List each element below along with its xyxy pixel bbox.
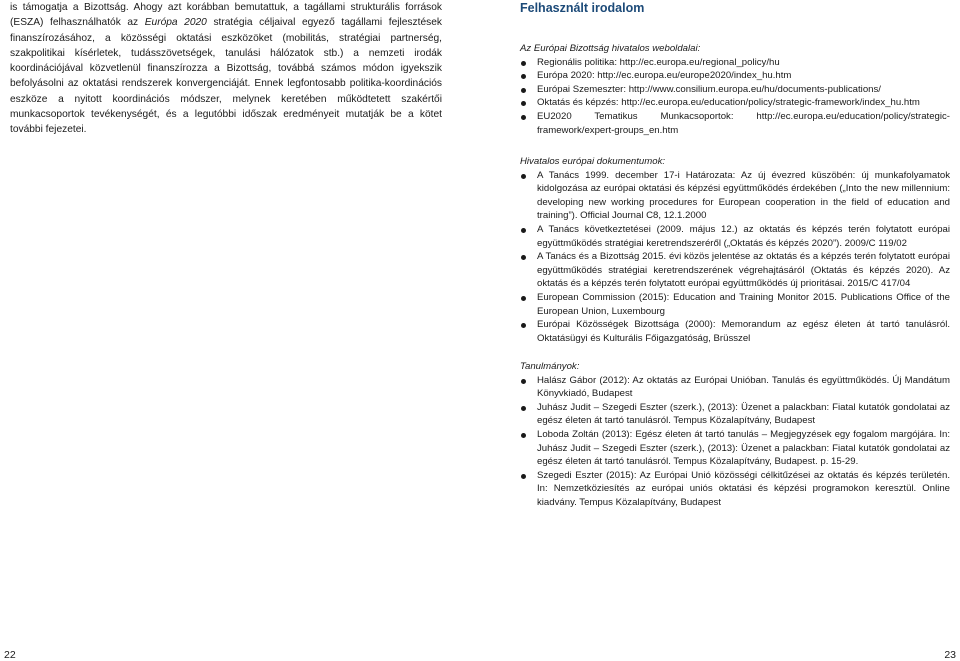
reference-item: Európa 2020: http://ec.europa.eu/europe2020/index_hu.htm xyxy=(520,69,950,83)
reference-item: EU2020 Tematikus Munkacsoportok: http://ec.europa.eu/education/policy/strategic-framework/expert-groups_en.htm xyxy=(520,110,950,137)
documents-block xyxy=(520,155,950,345)
websites-block xyxy=(520,42,950,137)
documents-heading: Hivatalos európai dokumentumok: xyxy=(520,156,666,167)
reference-item: Regionális politika: http://ec.europa.eu/regional_policy/hu xyxy=(520,56,950,70)
section-title: Felhasznált irodalom xyxy=(520,1,645,15)
reference-item: Európai Közösségek Bizottsága (2000): Memorandum az egész életen át tartó tanulásról. Oktatásügyi és Kulturális Főigazgatóság, Brüsszel xyxy=(520,318,950,345)
websites-heading: Az Európai Bizottság hivatalos weboldalai: xyxy=(520,43,701,54)
page-number-right: 23 xyxy=(944,649,956,661)
reference-item: A Tanács 1999. december 17-i Határozata: Az új évezred küszöbén: új munkafolyamatok kidolgozása az európai oktatási és képzési együttműködés érdekében („Into the new millennium: developing new working procedures for European cooperation in the field of education and training”). Official Journal C8, 12.1.2000 xyxy=(520,169,950,223)
body-paragraph xyxy=(10,0,442,138)
reference-item: A Tanács következtetései (2009. május 12.) az oktatás és képzés terén folytatott európai együttműködés stratégiai keretrendszeréről („Oktatás és képzés 2020”). 2009/C 119/02 xyxy=(520,223,950,250)
documents-list xyxy=(520,169,950,346)
reference-item: Oktatás és képzés: http://ec.europa.eu/education/policy/strategic-framework/index_hu.htm xyxy=(520,96,950,110)
studies-list xyxy=(520,374,950,510)
reference-item: A Tanács és a Bizottság 2015. évi közös jelentése az oktatás és a képzés terén folytatott európai együttműködés stratégiai keretrendszerének végrehajtásáról (Oktatás és képzés 2020). Az oktatás és a képzés terén folytatott európai együttműködés új prioritásai. 2015/C 417/04 xyxy=(520,250,950,291)
reference-item: Európai Szemeszter: http://www.consilium.europa.eu/hu/documents-publications/ xyxy=(520,83,950,97)
reference-item: European Commission (2015): Education and Training Monitor 2015. Publications Office of the European Union, Luxembourg xyxy=(520,291,950,318)
reference-item: Halász Gábor (2012): Az oktatás az Európai Unióban. Tanulás és együttműködés. Új Mandátum Könyvkiadó, Budapest xyxy=(520,374,950,401)
left-column xyxy=(10,0,442,138)
reference-item: Szegedi Eszter (2015): Az Európai Unió közösségi célkitűzései az oktatás és képzés területén. In: Nemzetköziesítés az európai uniós oktatási és képzési programokon keresztül. Online kiadvány. Tempus Közalapítvány, Budapest xyxy=(520,469,950,510)
reference-item: Loboda Zoltán (2013): Egész életen át tartó tanulás – Megjegyzések egy fogalom margójára. In: Juhász Judit – Szegedi Eszter (szerk.), (2013): Üzenet a palackban: Fiatal kutatók gondolatai az egész életen át tartó tanulásról. Tempus Közalapítvány, Budapest. p. 15-29. xyxy=(520,428,950,469)
reference-item: Juhász Judit – Szegedi Eszter (szerk.), (2013): Üzenet a palackban: Fiatal kutatók gondolatai az egész életen át tartó tanulásról. Tempus Közalapítvány, Budapest xyxy=(520,401,950,428)
paragraph-text-2: stratégia céljaival egyező tagállami fejlesztések finanszírozásához, a közösségi oktatási eszközöket (mobilitás, stratégiai partnerség, szakpolitikai kísérletek, tudásszövetségek, tanulási hálózatok stb.) a nemzeti irodák koordinációjával közvetlenül finanszírozza a Bizottság, továbbá számos módon igyekszik befolyásolni az oktatási rendszerek konvergenciáját. Ennek legfontosabb politika-koordinációs eszköze a nyitott koordinációs módszer, melynek keretében működtetett szakértői munkacsoportok tevékenységét, és a legutóbbi időszak eredményeit mutatják be a kötet további fejezetei. xyxy=(10,17,442,136)
websites-list xyxy=(520,56,950,138)
paragraph-italic: Európa 2020 xyxy=(144,17,207,29)
paragraph-text-1: is támogatja a Bizottság. Ahogy azt korábban bemutattuk, a tagállami strukturális források (ESZA) felhasználhatók az xyxy=(10,2,442,29)
page-number-left: 22 xyxy=(4,649,16,661)
studies-heading: Tanulmányok: xyxy=(520,361,580,372)
studies-block xyxy=(520,360,950,510)
